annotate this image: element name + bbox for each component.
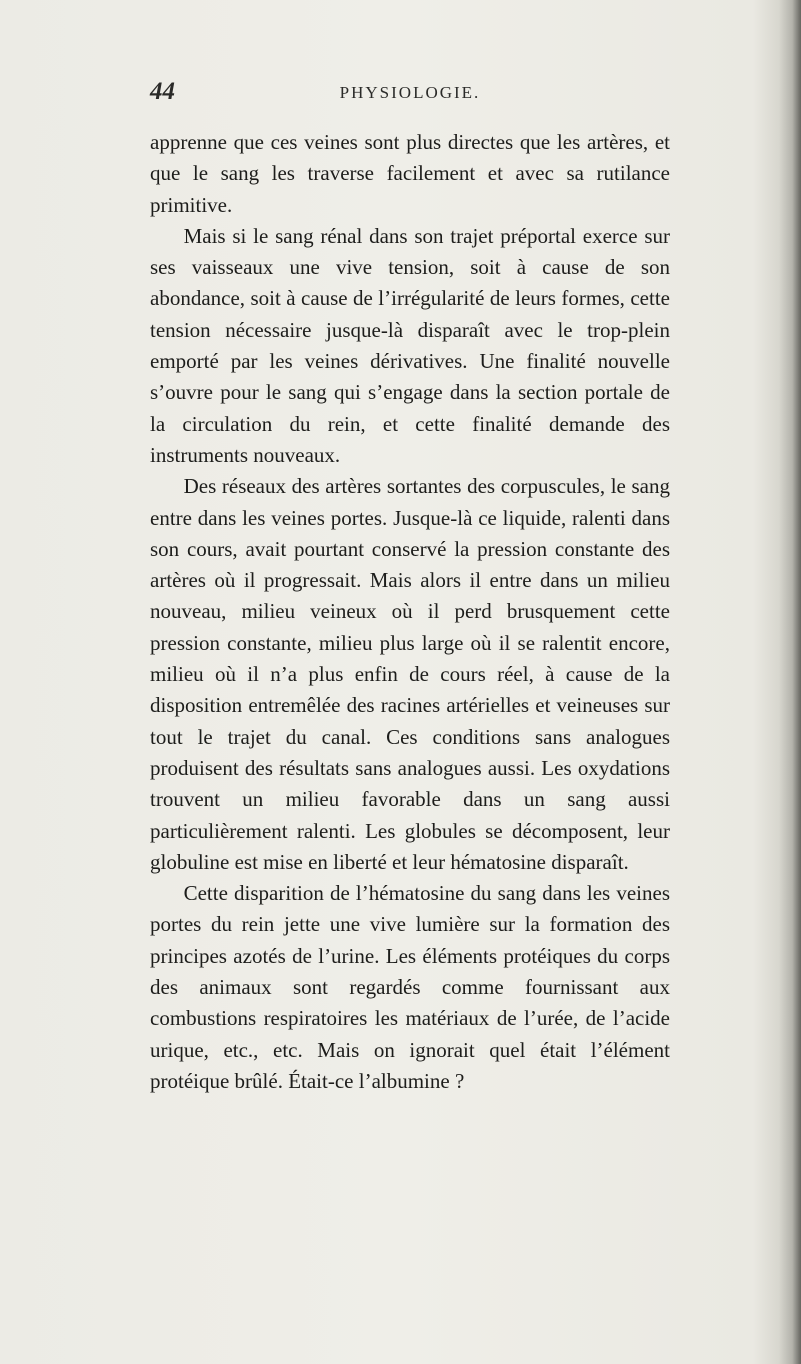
paragraph-1: apprenne que ces veines sont plus directes que les artères, et que le sang les traverse facilement et avec sa rutilance primitive. <box>150 130 670 217</box>
running-head <box>150 78 670 112</box>
paragraph-3: Des réseaux des artères sortantes des corpuscules, le sang entre dans les veines portes. Jusque-là ce liquide, ralenti dans son cours, avait pourtant conservé la pression constante des artères où il progressait. Mais alors il entre dans un milieu nouveau, milieu veineux où il perd brusquement cette pression constante, milieu plus large où il se ralentit encore, milieu où il n’a plus enfin de cours réel, à cause de la disposition entremêlée des racines artérielles et veineuses sur tout le trajet du canal. Ces conditions sans analogues produisent des résultats sans analogues aussi. Les oxydations trouvent un milieu favorable dans un sang aussi particulièrement ralenti. Les globules se décomposent, leur globuline est mise en liberté et leur hématosine disparaît. <box>150 474 670 874</box>
paragraph-2: Mais si le sang rénal dans son trajet préportal exerce sur ses vaisseaux une vive tension, soit à cause de son abondance, soit à cause de l’irrégularité de leurs formes, cette tension nécessaire jusque-là disparaît avec le trop-plein emporté par les veines dérivatives. Une finalité nouvelle s’ouvre pour le sang qui s’engage dans la section portale de la circulation du rein, et cette finalité demande des instruments nouveaux. <box>150 223 670 467</box>
paragraph-4: Cette disparition de l’hématosine du sang dans les veines portes du rein jette une vive lumière sur la formation des principes azotés de l’urine. Les éléments protéiques du corps des animaux sont regardés comme fournissant aux combustions respiratoires les matériaux de l’urée, de l’acide urique, etc., etc. Mais on ignorait quel était l’élément protéique brûlé. Était-ce l’albumine ? <box>150 881 670 1093</box>
body-text <box>150 127 670 1097</box>
section-title: PHYSIOLOGIE. <box>339 83 481 102</box>
page-number: 44 <box>150 78 175 105</box>
page-edge-shadow <box>779 0 801 1364</box>
